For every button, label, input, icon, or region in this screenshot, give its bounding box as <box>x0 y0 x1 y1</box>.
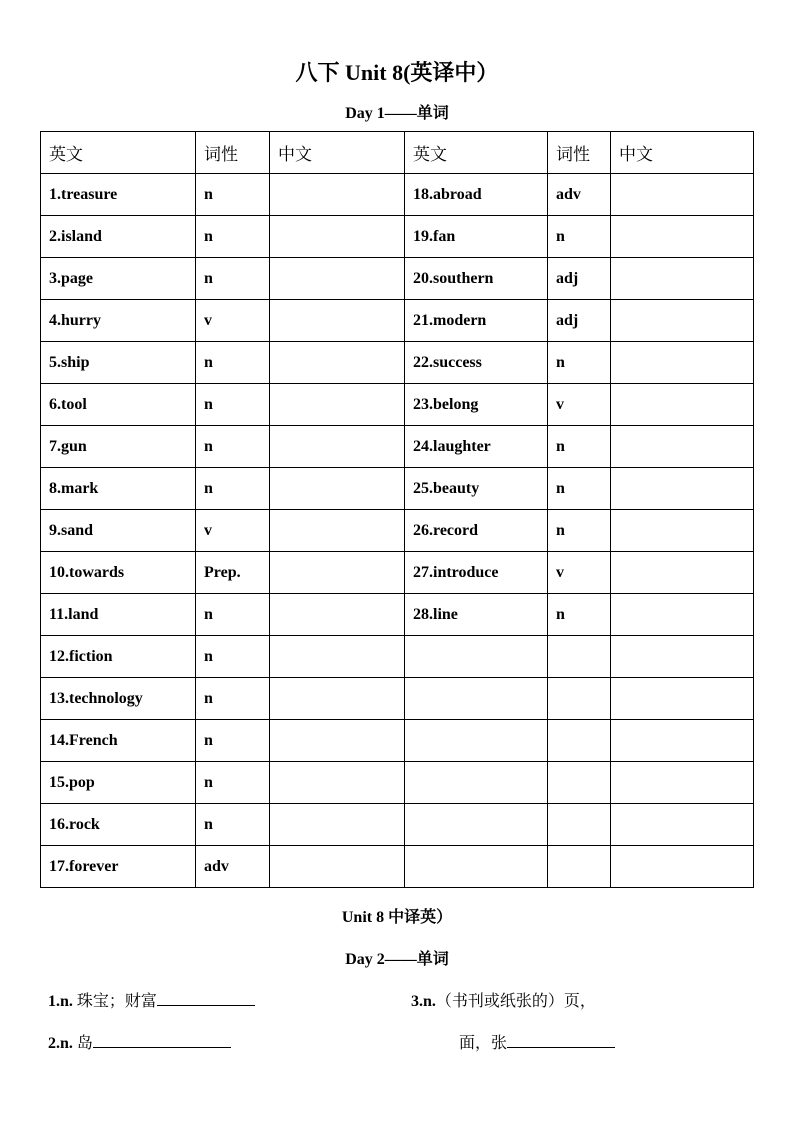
word-cell: 12.fiction <box>41 636 196 678</box>
answer-cell[interactable] <box>611 426 754 468</box>
word-cell: 9.sand <box>41 510 196 552</box>
answer-cell[interactable] <box>611 468 754 510</box>
question-3 <box>411 988 596 1011</box>
answer-cell[interactable] <box>270 174 405 216</box>
pos-cell: v <box>196 510 270 552</box>
pos-cell: n <box>196 342 270 384</box>
question-text: 珠宝；财富 <box>76 993 157 1010</box>
pos-cell <box>548 846 611 888</box>
table-row <box>41 384 754 426</box>
table-row <box>41 594 754 636</box>
pos-cell: n <box>548 594 611 636</box>
question-text: 面，张 <box>459 1035 508 1052</box>
pos-cell: adv <box>196 846 270 888</box>
answer-cell[interactable] <box>270 846 405 888</box>
pos-cell: v <box>548 384 611 426</box>
answer-cell[interactable] <box>611 762 754 804</box>
table-row <box>41 468 754 510</box>
answer-cell[interactable] <box>611 258 754 300</box>
pos-cell: v <box>548 552 611 594</box>
answer-cell[interactable] <box>270 342 405 384</box>
word-cell: 25.beauty <box>405 468 548 510</box>
header-cell: 中文 <box>611 132 754 174</box>
pos-cell: n <box>196 678 270 720</box>
pos-cell: n <box>196 384 270 426</box>
pos-cell: n <box>196 762 270 804</box>
word-cell: 21.modern <box>405 300 548 342</box>
table-row <box>41 846 754 888</box>
pos-cell <box>548 636 611 678</box>
answer-cell[interactable] <box>611 342 754 384</box>
word-cell <box>405 720 548 762</box>
word-cell <box>405 762 548 804</box>
word-cell: 22.success <box>405 342 548 384</box>
header-cell: 词性 <box>548 132 611 174</box>
word-cell <box>405 804 548 846</box>
answer-cell[interactable] <box>611 216 754 258</box>
page-title: 八下 Unit 8(英译中） <box>295 60 499 85</box>
answer-cell[interactable] <box>270 594 405 636</box>
pos-cell <box>548 720 611 762</box>
answer-cell[interactable] <box>270 636 405 678</box>
answer-cell[interactable] <box>611 594 754 636</box>
answer-cell[interactable] <box>611 384 754 426</box>
pos-cell: n <box>196 216 270 258</box>
pos-cell: n <box>196 174 270 216</box>
pos-cell: n <box>196 636 270 678</box>
answer-cell[interactable] <box>611 804 754 846</box>
answer-cell[interactable] <box>270 258 405 300</box>
answer-cell[interactable] <box>611 174 754 216</box>
pos-cell: v <box>196 300 270 342</box>
table-row <box>41 300 754 342</box>
table-row <box>41 216 754 258</box>
answer-cell[interactable] <box>270 552 405 594</box>
table-row <box>41 636 754 678</box>
answer-cell[interactable] <box>270 216 405 258</box>
word-cell: 14.French <box>41 720 196 762</box>
pos-cell: adj <box>548 300 611 342</box>
pos-cell: n <box>196 594 270 636</box>
table-row <box>41 342 754 384</box>
pos-cell: Prep. <box>196 552 270 594</box>
question-2 <box>48 1030 231 1053</box>
word-cell <box>405 678 548 720</box>
question-1 <box>48 988 255 1011</box>
table-header-row <box>41 132 754 174</box>
word-cell: 27.introduce <box>405 552 548 594</box>
pos-cell: n <box>196 468 270 510</box>
question-text: （书刊或纸张的）页， <box>435 993 596 1010</box>
word-cell: 26.record <box>405 510 548 552</box>
word-cell: 5.ship <box>41 342 196 384</box>
word-cell: 17.forever <box>41 846 196 888</box>
table-row <box>41 258 754 300</box>
word-cell: 8.mark <box>41 468 196 510</box>
word-cell: 19.fan <box>405 216 548 258</box>
pos-cell: n <box>196 804 270 846</box>
header-cell: 英文 <box>405 132 548 174</box>
header-cell: 英文 <box>41 132 196 174</box>
answer-cell[interactable] <box>270 762 405 804</box>
header-cell: 词性 <box>196 132 270 174</box>
pos-cell <box>548 762 611 804</box>
word-cell: 3.page <box>41 258 196 300</box>
answer-cell[interactable] <box>270 426 405 468</box>
table-row <box>41 804 754 846</box>
word-cell: 6.tool <box>41 384 196 426</box>
pos-cell: n <box>196 720 270 762</box>
pos-cell <box>548 678 611 720</box>
pos-cell: adj <box>548 258 611 300</box>
table-row <box>41 552 754 594</box>
word-cell <box>405 846 548 888</box>
table-row <box>41 720 754 762</box>
word-cell: 24.laughter <box>405 426 548 468</box>
section-heading-day2: Day 2——单词 <box>345 951 449 968</box>
answer-blank[interactable] <box>93 1031 231 1048</box>
pos-cell: n <box>196 426 270 468</box>
pos-cell: n <box>548 510 611 552</box>
question-number: 3.n. <box>411 993 436 1010</box>
answer-blank[interactable] <box>157 989 255 1006</box>
pos-cell: n <box>548 342 611 384</box>
answer-cell[interactable] <box>270 510 405 552</box>
answer-cell[interactable] <box>611 552 754 594</box>
answer-cell[interactable] <box>270 804 405 846</box>
vocab-table <box>40 131 754 888</box>
word-cell: 10.towards <box>41 552 196 594</box>
word-cell: 16.rock <box>41 804 196 846</box>
answer-cell[interactable] <box>270 678 405 720</box>
answer-cell[interactable] <box>611 720 754 762</box>
word-cell: 4.hurry <box>41 300 196 342</box>
word-cell: 23.belong <box>405 384 548 426</box>
word-cell: 28.line <box>405 594 548 636</box>
word-cell: 15.pop <box>41 762 196 804</box>
question-text: 岛 <box>76 1035 93 1052</box>
table-row <box>41 510 754 552</box>
question-3-continued <box>459 1030 615 1053</box>
table-row <box>41 426 754 468</box>
table-row <box>41 678 754 720</box>
pos-cell: adv <box>548 174 611 216</box>
pos-cell: n <box>548 426 611 468</box>
answer-cell[interactable] <box>611 510 754 552</box>
table-row <box>41 762 754 804</box>
section-heading-unit8: Unit 8 中译英） <box>341 909 453 926</box>
answer-blank[interactable] <box>507 1031 615 1048</box>
answer-cell[interactable] <box>611 678 754 720</box>
pos-cell <box>548 804 611 846</box>
answer-cell[interactable] <box>611 300 754 342</box>
answer-cell[interactable] <box>270 720 405 762</box>
word-cell: 11.land <box>41 594 196 636</box>
word-cell: 2.island <box>41 216 196 258</box>
answer-cell[interactable] <box>611 846 754 888</box>
answer-cell[interactable] <box>270 468 405 510</box>
answer-cell[interactable] <box>270 300 405 342</box>
question-number: 1.n. <box>48 993 73 1010</box>
word-cell <box>405 636 548 678</box>
pos-cell: n <box>548 468 611 510</box>
answer-cell[interactable] <box>270 384 405 426</box>
word-cell: 20.southern <box>405 258 548 300</box>
word-cell: 13.technology <box>41 678 196 720</box>
pos-cell: n <box>196 258 270 300</box>
header-cell: 中文 <box>270 132 405 174</box>
table-row <box>41 174 754 216</box>
question-number: 2.n. <box>48 1035 73 1052</box>
section-heading-day1: Day 1——单词 <box>345 105 449 122</box>
pos-cell: n <box>548 216 611 258</box>
answer-cell[interactable] <box>611 636 754 678</box>
word-cell: 7.gun <box>41 426 196 468</box>
word-cell: 18.abroad <box>405 174 548 216</box>
word-cell: 1.treasure <box>41 174 196 216</box>
